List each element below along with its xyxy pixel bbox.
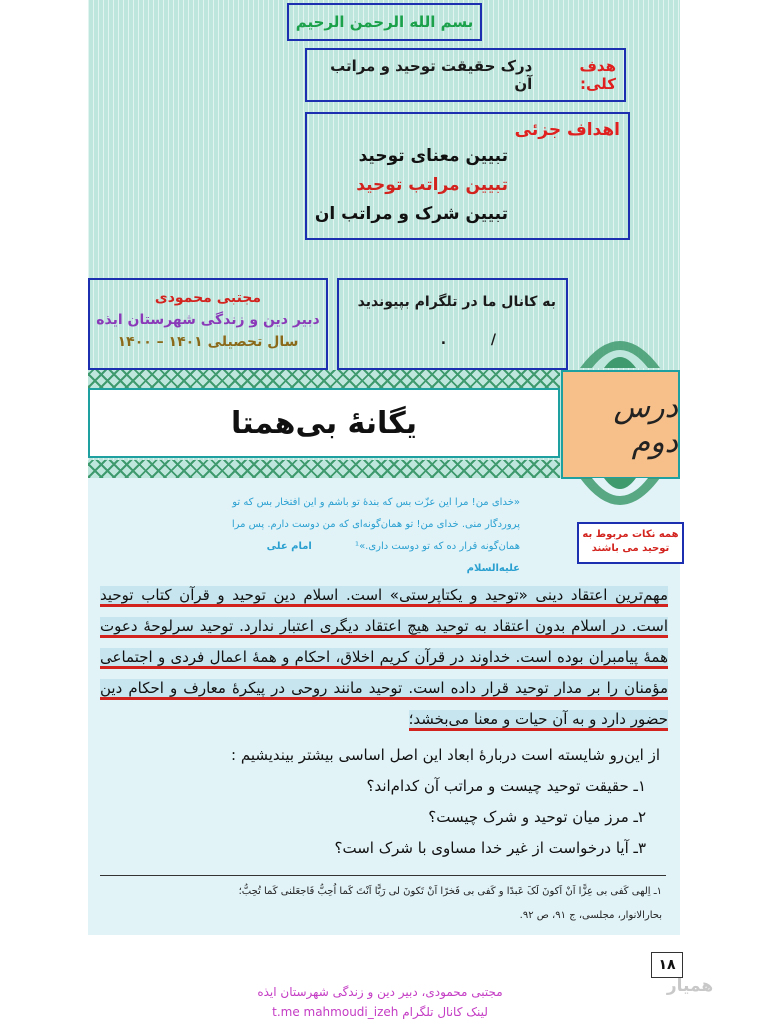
questions-intro: از این‌رو شایسته است دربارهٔ ابعاد این اصل اساسی بیشتر بیندیشیم : xyxy=(231,746,660,764)
general-goal-text: درک حقیقت توحید و مراتب آن xyxy=(330,57,533,93)
lesson-title-box xyxy=(88,388,560,458)
note-text: همه نکات مربوط به توحید می باشند xyxy=(582,529,679,554)
watermark-logo: همیار xyxy=(666,976,714,996)
decorative-strip-top xyxy=(88,370,560,388)
partial-goals-box xyxy=(305,112,630,240)
footer-author: مجتبی محمودی، دبیر دین و زندگی شهرستان ایذه xyxy=(257,985,503,999)
lesson-badge-text: درس دوم xyxy=(613,389,678,460)
page-footer xyxy=(180,982,580,1022)
hadith-line: پروردگار منی. خدای من! تو همان‌گونه‌ای که من دوست دارم. پس مرا xyxy=(231,519,520,530)
lesson-title: یگانهٔ بی‌همتا xyxy=(231,405,417,441)
highlighted-text: مهم‌ترین اعتقاد دینی «توحید و یکتاپرستی» است. اسلام دین توحید و قرآن کتاب توحید است. در اسلام بدون اعتقاد به توحید هیچ اعتقاد دیگری اعتبار ندارد. توحید سرلوحهٔ دعوت همهٔ پیامبران بوده است. خداوند در قرآن کریم اخلاق، احکام و همهٔ اعمال فردی و اجتماعی مؤمنان را بر مدار توحید قرار داده است. توحید مانند روحی در پیکرهٔ معارف و احکام دین حضور دارد و به آن حیات و معنا می‌بخشد؛ xyxy=(100,586,668,731)
telegram-invite-text: به کانال ما در تلگرام بپیوندید xyxy=(357,294,556,310)
partial-goal-item: تبیین مراتب توحید xyxy=(356,175,508,195)
hadith-line: همان‌گونه قرار ده که تو دوست داری.»¹ امام علی علیه‌السلام xyxy=(266,541,520,574)
general-goal-box xyxy=(305,48,626,102)
question-item: ۳ـ آیا درخواست از غیر خدا مساوی با شرک است؟ xyxy=(334,839,646,857)
bismillah-text: بسم الله الرحمن الرحیم xyxy=(295,13,474,31)
lesson-badge xyxy=(561,370,680,479)
footer-telegram-link[interactable]: لینک کانال تلگرام t.me mahmoudi_izeh xyxy=(272,1005,488,1019)
general-goal-label: هدف کلی: xyxy=(579,57,616,93)
question-item: ۲ـ مرز میان توحید و شرک چیست؟ xyxy=(428,808,646,826)
telegram-box xyxy=(337,278,568,370)
page-number: ۱۸ xyxy=(651,952,683,978)
decorative-strip-bottom xyxy=(88,460,560,478)
hadith-quote xyxy=(210,492,520,580)
questions-list xyxy=(100,740,660,864)
note-badge xyxy=(577,522,684,564)
partial-goal-item: تبیین شرک و مراتب ان xyxy=(314,204,508,224)
author-box xyxy=(88,278,328,370)
hadith-source: امام علی علیه‌السلام xyxy=(266,541,520,574)
footnote-divider xyxy=(100,875,666,876)
partial-goal-item: تبیین معنای توحید xyxy=(358,146,508,166)
hadith-line: «خدای من! مرا این عزّت بس که بندهٔ تو باشم و این افتخار بس که تو xyxy=(232,497,520,508)
author-name: مجتبی محمودی xyxy=(154,290,262,306)
bismillah-box xyxy=(287,3,482,41)
footnote-line: ۱ـ اِلهی کَفی بی عِزًّا اَنْ اَکونَ لَکَ عَبدًا و کَفی بی فَخرًا اَنْ تَکونَ لی رَبًّا اَنْتَ کَما اُحِبُّ فَاجعَلنی کَما تُحِبُّ؛ xyxy=(238,886,662,897)
partial-goals-title: اهداف جزئی xyxy=(514,120,620,140)
question-item: ۱ـ حقیقت توحید چیست و مراتب آن کدام‌اند؟ xyxy=(366,777,646,795)
footnote xyxy=(100,880,662,928)
ornament-top-icon xyxy=(576,324,664,368)
body-paragraph xyxy=(100,580,668,735)
footnote-line: بحارالانوار، مجلسی، ج ۹۱، ص ۹۲. xyxy=(519,910,662,921)
ornament-bottom-icon xyxy=(576,478,664,522)
academic-year: سال تحصیلی ۱۴۰۱ – ۱۴۰۰ xyxy=(117,334,299,350)
telegram-link[interactable]: / . xyxy=(440,332,516,348)
author-role: دبیر دین و زندگی شهرستان ایذه xyxy=(96,312,320,328)
